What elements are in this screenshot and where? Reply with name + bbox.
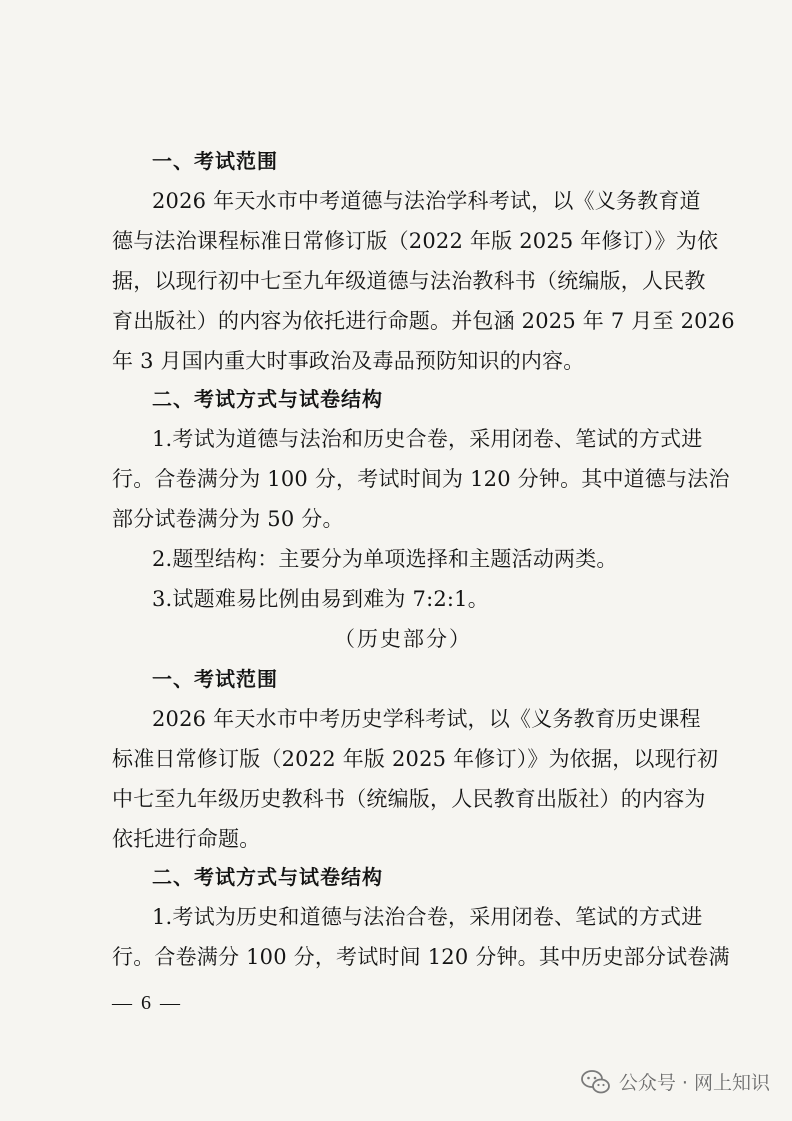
- paragraph-line: 2.题型结构：主要分为单项选择和主题活动两类。: [152, 547, 618, 571]
- paragraph-line: 1.考试为历史和道德与法治合卷，采用闭卷、笔试的方式进: [152, 905, 703, 929]
- paragraph-line: 中七至九年级历史教科书（统编版，人民教育出版社）的内容为: [112, 787, 706, 811]
- paragraph-line: 依托进行命题。: [112, 827, 261, 851]
- paragraph-line: 3.试题难易比例由易到难为 7:2:1。: [152, 587, 489, 611]
- paragraph-line: 育出版社）的内容为依托进行命题。并包涵 2025 年 7 月至 2026: [112, 309, 735, 333]
- paragraph-line: 据，以现行初中七至九年级道德与法治教科书（统编版，人民教: [112, 269, 706, 293]
- watermark: [581, 1068, 770, 1095]
- paragraph-line: 部分试卷满分为 50 分。: [112, 507, 344, 531]
- watermark-text: 公众号 · 网上知识: [618, 1072, 770, 1094]
- paragraph-line: 行。合卷满分为 100 分，考试时间为 120 分钟。其中道德与法治: [112, 467, 730, 491]
- paragraph-line: 行。合卷满分 100 分，考试时间 120 分钟。其中历史部分试卷满: [112, 945, 730, 969]
- paragraph-line: 标准日常修订版（2022 年版 2025 年修订）》为依据，以现行初: [112, 747, 719, 771]
- wechat-icon: [581, 1069, 611, 1095]
- paragraph-line: 2026 年天水市中考历史学科考试，以《义务教育历史课程: [152, 707, 701, 731]
- paragraph-line: 1.考试为道德与法治和历史合卷，采用闭卷、笔试的方式进: [152, 427, 703, 451]
- page-number: — 6 —: [112, 992, 182, 1014]
- heading-exam-method: 二、考试方式与试卷结构: [152, 387, 383, 411]
- heading-exam-scope: 一、考试范围: [152, 667, 278, 691]
- section-title-history: （历史部分）: [334, 627, 472, 651]
- paragraph-line: 2026 年天水市中考道德与法治学科考试，以《义务教育道: [152, 189, 701, 213]
- paragraph-line: 年 3 月国内重大时事政治及毒品预防知识的内容。: [112, 349, 585, 373]
- paragraph-line: 德与法治课程标准日常修订版（2022 年版 2025 年修订）》为依: [112, 229, 719, 253]
- heading-exam-method: 二、考试方式与试卷结构: [152, 865, 383, 889]
- heading-exam-scope: 一、考试范围: [152, 149, 278, 173]
